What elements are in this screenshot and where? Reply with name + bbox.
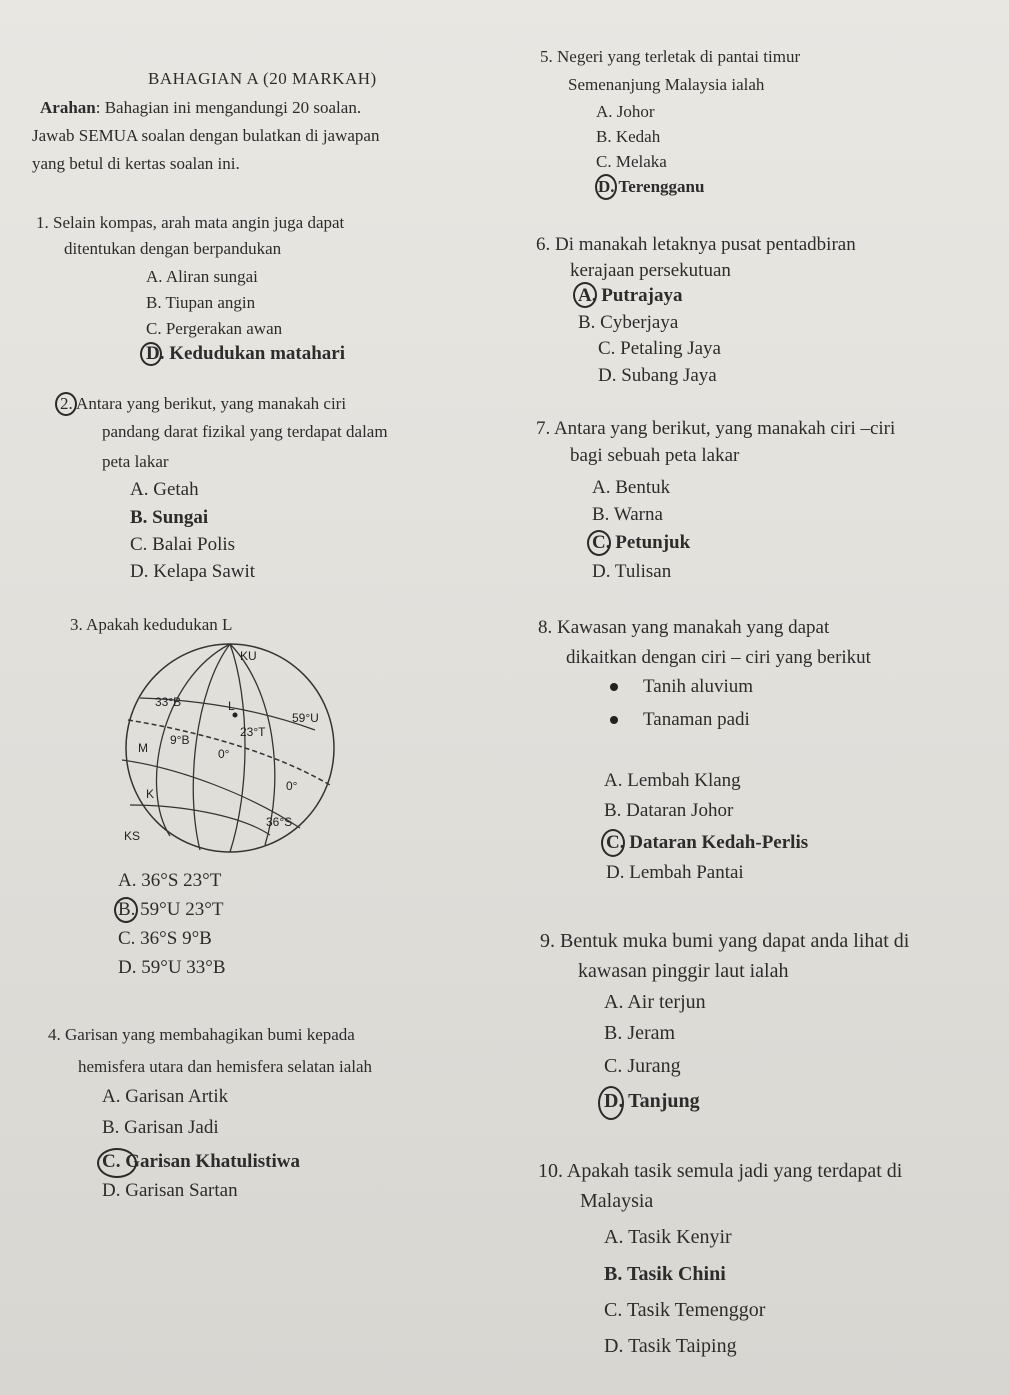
q9-stem-1: 9. Bentuk muka bumi yang dapat anda lihat di	[540, 930, 910, 952]
q2-stem-1: 2. Antara yang berikut, yang manakah ciri	[60, 394, 347, 413]
label-9b: 9°B	[170, 733, 190, 747]
answer-circle	[573, 282, 597, 308]
q8-option-a[interactable]: A. Lembah Klang	[604, 770, 741, 791]
label-l: L	[228, 699, 235, 713]
q5-option-a[interactable]: A. Johor	[596, 102, 655, 121]
q2-option-d[interactable]: D. Kelapa Sawit	[130, 561, 256, 582]
answer-circle	[587, 530, 611, 556]
q2-option-b[interactable]: B. Sungai	[130, 507, 209, 528]
answer-circle	[598, 1086, 624, 1120]
q5-stem-1: 5. Negeri yang terletak di pantai timur	[540, 47, 801, 66]
q3-stem: 3. Apakah kedudukan L	[70, 615, 233, 634]
instruction-line-1	[40, 97, 361, 119]
answer-circle	[140, 342, 162, 366]
section-title: BAHAGIAN A (20 MARKAH)	[148, 69, 377, 88]
label-ku: KU	[240, 649, 257, 663]
q1-option-c[interactable]: C. Pergerakan awan	[146, 319, 283, 338]
q7-option-d[interactable]: D. Tulisan	[592, 561, 672, 582]
q8-stem-1: 8. Kawasan yang manakah yang dapat	[538, 617, 830, 638]
q6-option-b[interactable]: B. Cyberjaya	[578, 312, 679, 333]
point-l-marker	[233, 713, 238, 718]
label-33b: 33°B	[155, 695, 182, 709]
q2-option-a[interactable]: A. Getah	[130, 479, 199, 500]
q2-option-c[interactable]: C. Balai Polis	[130, 534, 236, 555]
q9-option-c[interactable]: C. Jurang	[604, 1055, 681, 1077]
q7-option-c[interactable]: C. Petunjuk	[592, 532, 691, 553]
q1-option-d[interactable]: D. Kedudukan matahari	[146, 343, 346, 364]
label-23t: 23°T	[240, 725, 266, 739]
q5-stem-2: Semenanjung Malaysia ialah	[568, 75, 765, 94]
q6-stem-1: 6. Di manakah letaknya pusat pentadbiran	[536, 234, 856, 255]
q8-option-b[interactable]: B. Dataran Johor	[604, 800, 734, 821]
q7-option-a[interactable]: A. Bentuk	[592, 477, 671, 498]
q1-option-a[interactable]: A. Aliran sungai	[146, 267, 258, 286]
q10-option-c[interactable]: C. Tasik Temenggor	[604, 1299, 766, 1321]
label-k: K	[146, 787, 155, 801]
instruction-line-2: Jawab SEMUA soalan dengan bulatkan di jawapan	[32, 126, 380, 145]
q8-stem-2: dikaitkan dengan ciri – ciri yang berikut	[566, 647, 871, 668]
globe-outline	[126, 644, 334, 852]
instruction-label: Arahan	[40, 98, 96, 117]
q7-stem-2: bagi sebuah peta lakar	[570, 445, 740, 466]
globe-diagram	[100, 640, 360, 855]
q4-option-c[interactable]: C. Garisan Khatulistiwa	[102, 1151, 300, 1172]
q10-stem-1: 10. Apakah tasik semula jadi yang terdapat di	[538, 1160, 903, 1182]
answer-circle	[601, 829, 625, 857]
q2-stem-3: peta lakar	[102, 452, 169, 471]
q7-stem-1: 7. Antara yang berikut, yang manakah ciri –ciri	[536, 418, 896, 439]
q3-option-b[interactable]: B. 59°U 23°T	[118, 899, 224, 920]
label-0-b: 0°	[286, 779, 298, 793]
label-0-a: 0°	[218, 747, 230, 761]
q5-option-d[interactable]: D. Terengganu	[598, 177, 705, 196]
q2-stem-2: pandang darat fizikal yang terdapat dalam	[102, 422, 388, 441]
q9-option-b[interactable]: B. Jeram	[604, 1022, 676, 1044]
q3-option-a[interactable]: A. 36°S 23°T	[118, 870, 222, 891]
q8-option-c[interactable]: C. Dataran Kedah-Perlis	[606, 832, 809, 853]
q1-stem-1: 1. Selain kompas, arah mata angin juga dapat	[36, 213, 345, 232]
q9-option-d[interactable]: D. Tanjung	[604, 1090, 700, 1112]
q5-option-c[interactable]: C. Melaka	[596, 152, 667, 171]
q4-stem-1: 4. Garisan yang membahagikan bumi kepada	[48, 1025, 355, 1044]
answer-circle	[55, 392, 77, 416]
q5-option-b[interactable]: B. Kedah	[596, 127, 661, 146]
q4-stem-2: hemisfera utara dan hemisfera selatan ialah	[78, 1057, 373, 1076]
label-ks: KS	[124, 829, 141, 843]
answer-circle	[114, 897, 138, 923]
bullet-dot	[610, 683, 618, 691]
q8-bullet-1: Tanih aluvium	[643, 676, 754, 697]
answer-circle	[595, 174, 617, 200]
q8-bullet-2: Tanaman padi	[643, 709, 750, 730]
q6-option-a[interactable]: A. Putrajaya	[578, 285, 683, 306]
answer-circle	[97, 1148, 137, 1178]
instruction-line-3: yang betul di kertas soalan ini.	[32, 154, 240, 173]
q6-option-d[interactable]: D. Subang Jaya	[598, 365, 717, 386]
q8-option-d[interactable]: D. Lembah Pantai	[606, 862, 744, 883]
q9-stem-2: kawasan pinggir laut ialah	[578, 960, 789, 982]
parallel-line	[130, 805, 270, 835]
q10-option-b[interactable]: B. Tasik Chini	[604, 1263, 726, 1285]
q4-option-d[interactable]: D. Garisan Sartan	[102, 1180, 238, 1201]
q1-option-b[interactable]: B. Tiupan angin	[146, 293, 256, 312]
q10-option-a[interactable]: A. Tasik Kenyir	[604, 1226, 732, 1248]
q6-stem-2: kerajaan persekutuan	[570, 260, 731, 281]
q10-stem-2: Malaysia	[580, 1190, 654, 1212]
meridian-line	[230, 644, 245, 852]
bullet-dot	[610, 716, 618, 724]
q4-option-b[interactable]: B. Garisan Jadi	[102, 1117, 219, 1138]
label-m: M	[138, 741, 148, 755]
q3-option-c[interactable]: C. 36°S 9°B	[118, 928, 212, 949]
q7-option-b[interactable]: B. Warna	[592, 504, 663, 525]
label-59u: 59°U	[292, 711, 319, 725]
q1-stem-2: ditentukan dengan berpandukan	[64, 239, 282, 258]
instruction-text: : Bahagian ini mengandungi 20 soalan.	[95, 98, 362, 117]
q4-option-a[interactable]: A. Garisan Artik	[102, 1086, 229, 1107]
q6-option-c[interactable]: C. Petaling Jaya	[598, 338, 721, 359]
label-36s: 36°S	[266, 815, 293, 829]
q9-option-a[interactable]: A. Air terjun	[604, 991, 706, 1013]
q3-option-d[interactable]: D. 59°U 33°B	[118, 957, 226, 978]
q10-option-d[interactable]: D. Tasik Taiping	[604, 1335, 737, 1357]
